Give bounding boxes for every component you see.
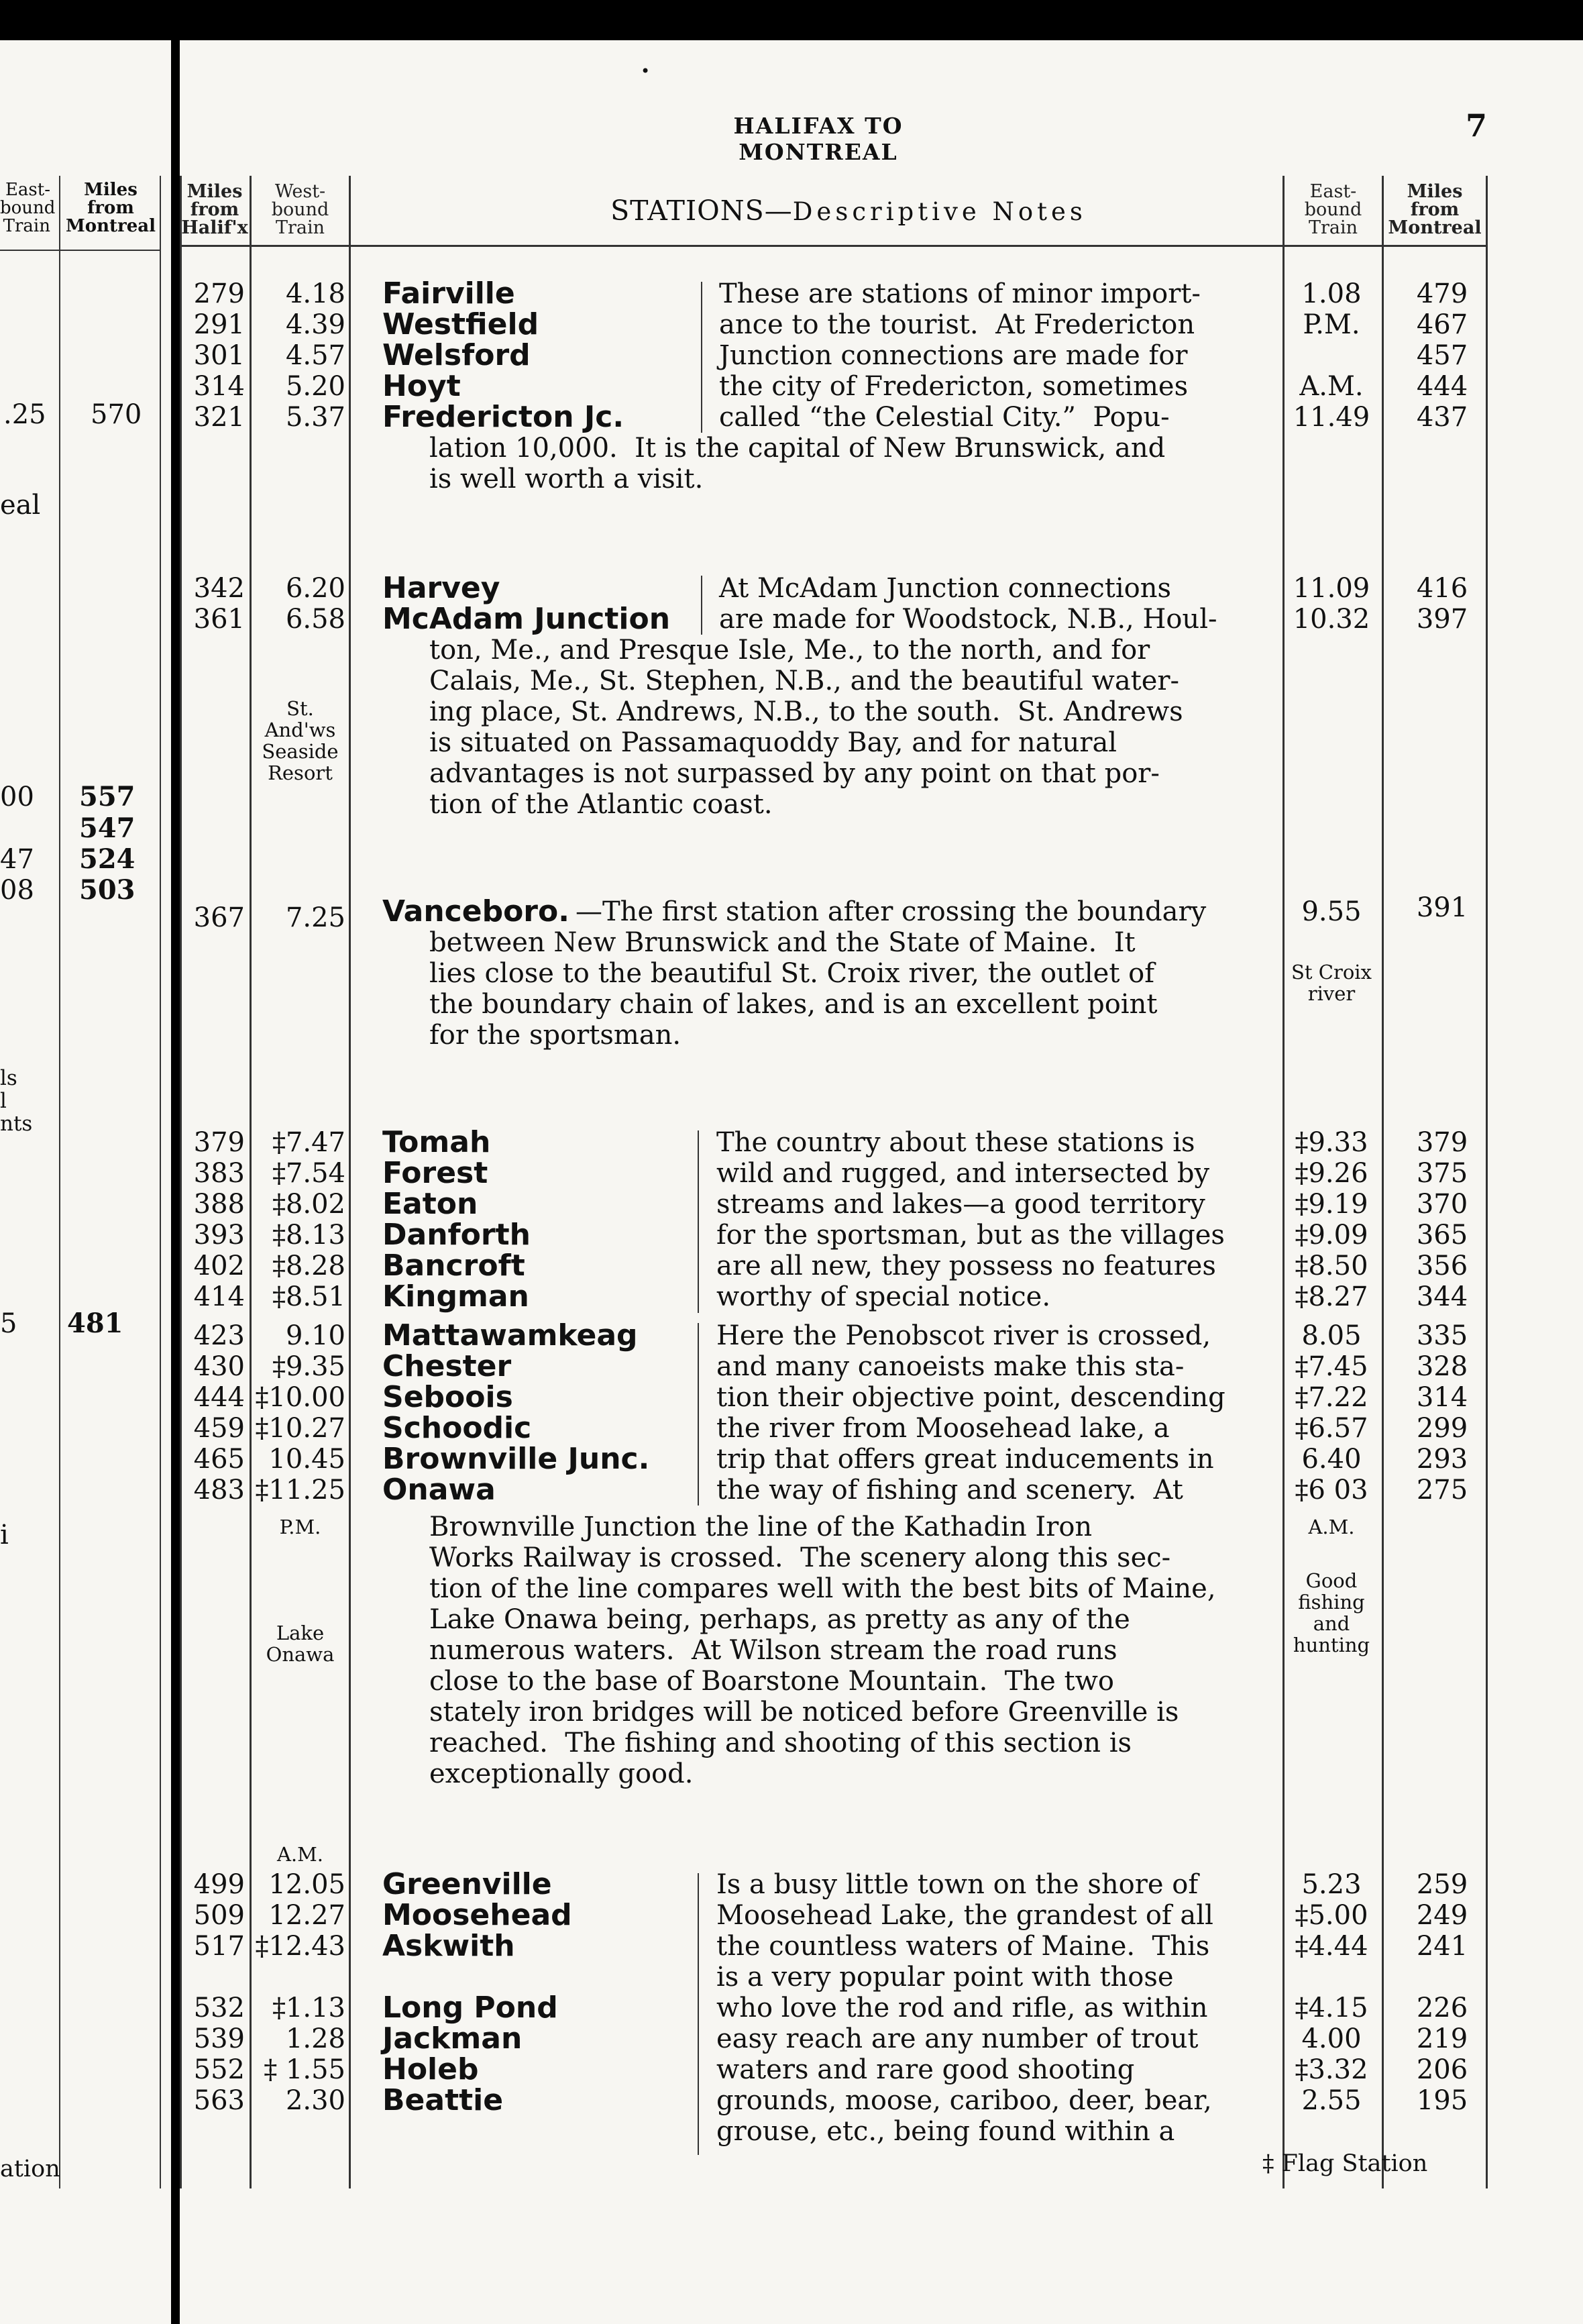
station-names: Fairville Westfield Welsford Hoyt Fredericton Jc. (382, 276, 624, 434)
header-stations-descriptive-notes (429, 195, 1268, 227)
station-names: Tomah Forest Eaton Danforth Bancroft Kingman (382, 1125, 531, 1314)
header-miles-from-montreal: Miles from Montreal (1388, 181, 1482, 238)
left-miles-value: 503 (79, 874, 135, 906)
westbound-times: 7.25 (285, 902, 345, 933)
bracket-rule (701, 576, 702, 635)
left-column-rule-2 (160, 176, 161, 2188)
left-miles-value: 481 (67, 1308, 123, 1339)
eastbound-times: 11.09 10.32 (1293, 573, 1370, 635)
left-fragment: 00 (0, 782, 34, 812)
descriptive-note: These are stations of minor import- ance to the tourist. At Fredericton Junction connections are made for the city of Fredericton, sometimes called “the Celestial City.” Popu- (719, 278, 1201, 433)
eastbound-times: 1.08 P.M. A.M. 11.49 (1293, 278, 1370, 433)
left-fragment: 5 (0, 1308, 17, 1339)
bracket-rule (698, 1873, 699, 2155)
bracket-rule (698, 1130, 699, 1313)
left-miles-value: 570 (91, 399, 142, 430)
bracket-rule (698, 1323, 699, 1506)
page-number: 7 (1466, 107, 1488, 144)
left-eastbound-header: East- bound Train (0, 180, 56, 236)
miles-from-halifax: 279 291 301 314 321 (193, 278, 245, 433)
station-name-vanceboro: Vanceboro. (382, 894, 569, 929)
column-rule-right-edge (1486, 176, 1488, 2188)
descriptive-note: —The first station after crossing the boundary (576, 896, 1207, 927)
descriptive-note: Here the Penobscot river is crossed, and many canoeists make this sta- tion their objective point, descending the river from Moosehead lake, a trip that offers great inducements in the way of fishing and scenery. At (716, 1320, 1225, 1506)
station-names: Mattawamkeag Chester Seboois Schoodic Brownville Junc. Onawa (382, 1318, 650, 1507)
header-descriptive-notes: Descriptive Notes (792, 197, 1087, 226)
left-miles-value: 547 (79, 812, 135, 844)
running-head: HALIFAX TO MONTREAL (733, 113, 904, 165)
westbound-times: ‡7.47 ‡7.54 ‡8.02 ‡8.13 ‡8.28 ‡8.51 (272, 1127, 345, 1312)
descriptive-note: At McAdam Junction connections are made for Woodstock, N.B., Houl- (719, 573, 1217, 635)
westbound-times: 4.18 4.39 4.57 5.20 5.37 (285, 278, 345, 433)
miles-from-halifax: 342 361 (193, 573, 245, 635)
descriptive-note-continued: lation 10,000. It is the capital of New Brunswick, and is well worth a visit. (429, 433, 1166, 494)
book-gutter (171, 40, 180, 2324)
eastbound-times: 8.05 ‡7.45 ‡7.22 ‡6.57 6.40 ‡6 03 (1295, 1320, 1368, 1506)
eastbound-times: 9.55 (1301, 896, 1362, 927)
station-names: Greenville Moosehead Askwith Long Pond Jackman Holeb Beattie (382, 1867, 572, 2117)
left-fragment: 47 (0, 844, 34, 875)
miles-from-montreal: 479 467 457 444 437 (1416, 278, 1468, 433)
miles-from-halifax: 379 383 388 393 402 414 (193, 1127, 245, 1312)
miles-from-halifax: 499 509 517 532 539 552 563 (193, 1869, 245, 2116)
header-westbound-train: West- bound Train (271, 181, 329, 238)
miles-from-montreal: 379 375 370 365 356 344 (1416, 1127, 1468, 1312)
left-fragment: .25 (3, 399, 46, 430)
westbound-times: 12.05 12.27 ‡12.43 ‡1.13 1.28 ‡ 1.55 2.30 (255, 1869, 345, 2116)
miles-from-montreal: 391 (1416, 892, 1468, 923)
column-rule-eastbound (1382, 176, 1384, 2188)
column-rule-westbound (349, 176, 351, 2188)
miles-from-halifax: 367 (193, 902, 245, 933)
westbound-times: 6.20 6.58 (285, 573, 345, 635)
eastbound-times: ‡9.33 ‡9.26 ‡9.19 ‡9.09 ‡8.50 ‡8.27 (1295, 1127, 1368, 1312)
westbound-am-marker: A.M. (276, 1843, 324, 1866)
miles-from-montreal: 335 328 314 299 293 275 (1416, 1320, 1468, 1506)
header-rule (180, 245, 1488, 247)
flag-station-legend: ‡ Flag Station (1262, 2150, 1428, 2177)
side-note-good-fishing: Good fishing and hunting (1293, 1569, 1370, 1656)
eastbound-times: 5.23 ‡5.00 ‡4.44 ‡4.15 4.00 ‡3.32 2.55 (1295, 1869, 1368, 2116)
left-fragment: 08 (0, 875, 34, 906)
miles-from-montreal: 416 397 (1416, 573, 1468, 635)
print-bullet: • (641, 62, 651, 81)
side-note-lake-onawa: Lake Onawa (266, 1622, 335, 1666)
left-miles-value: 524 (79, 843, 135, 875)
left-fragment: ation (0, 2156, 60, 2182)
westbound-pm-marker: P.M. (279, 1516, 321, 1538)
side-note-st-andrews: St. And'ws Seaside Resort (262, 697, 339, 784)
miles-from-montreal: 259 249 241 226 219 206 195 (1416, 1869, 1468, 2116)
column-rule-left-edge (180, 176, 182, 2188)
miles-from-halifax: 423 430 444 459 465 483 (193, 1320, 245, 1506)
left-header-rule (0, 250, 161, 251)
descriptive-note-continued: ton, Me., and Presque Isle, Me., to the north, and for Calais, Me., St. Stephen, N.B., and the beautiful water- ing place, St. Andrews, N.B., to the south. St. Andrews is situated on Passamaquoddy Bay, and for natural advantages is not surpassed by any point on that por- tion of the Atlantic coast. (429, 635, 1183, 820)
left-page-fragment (0, 40, 171, 2324)
header-eastbound-train: East- bound Train (1304, 181, 1362, 238)
descriptive-note: The country about these stations is wild and rugged, and intersected by streams and lakes—a good territory for the sportsman, but as the villages are all new, they possess no features worthy of special notice. (716, 1127, 1225, 1312)
westbound-times: 9.10 ‡9.35 ‡10.00 ‡10.27 10.45 ‡11.25 (255, 1320, 345, 1506)
descriptive-note: Is a busy little town on the shore of Moosehead Lake, the grandest of all the countless waters of Maine. This is a very popular point with those who love the rod and rifle, as within easy reach are any number of trout waters and rare good shooting grounds, moose, cariboo, deer, bear, grouse, etc., being found within a (716, 1869, 1213, 2147)
side-note-st-croix: St Croix river (1291, 961, 1372, 1005)
left-fragment: i (0, 1520, 9, 1550)
eastbound-am-marker: A.M. (1308, 1516, 1355, 1538)
station-names: Harvey McAdam Junction (382, 571, 671, 636)
left-fragment: ls l nts (0, 1066, 33, 1136)
left-miles-montreal-header: Miles from Montreal (66, 180, 156, 236)
header-stations: STATIONS— (610, 195, 793, 227)
descriptive-note-continued: between New Brunswick and the State of Maine. It lies close to the beautiful St. Croix river, the outlet of the boundary chain of lakes, and is an excellent point for the sportsman. (429, 927, 1158, 1051)
bracket-rule (701, 282, 702, 433)
left-miles-value: 557 (79, 781, 135, 812)
descriptive-note-continued: Brownville Junction the line of the Kathadin Iron Works Railway is crossed. The scenery along this sec- tion of the line compares well with the best bits of Maine, Lake Onawa being, perhaps, as pretty as any of the numerous waters. At Wilson stream the road runs close to the base of Boarstone Mountain. The two stately iron bridges will be noticed before Greenville is reached. The fishing and shooting of this section is exceptionally good. (429, 1512, 1216, 1789)
header-miles-from-halifax: Miles from Halif'x (181, 181, 248, 238)
left-fragment: eal (0, 490, 41, 521)
left-column-rule (59, 176, 60, 2188)
